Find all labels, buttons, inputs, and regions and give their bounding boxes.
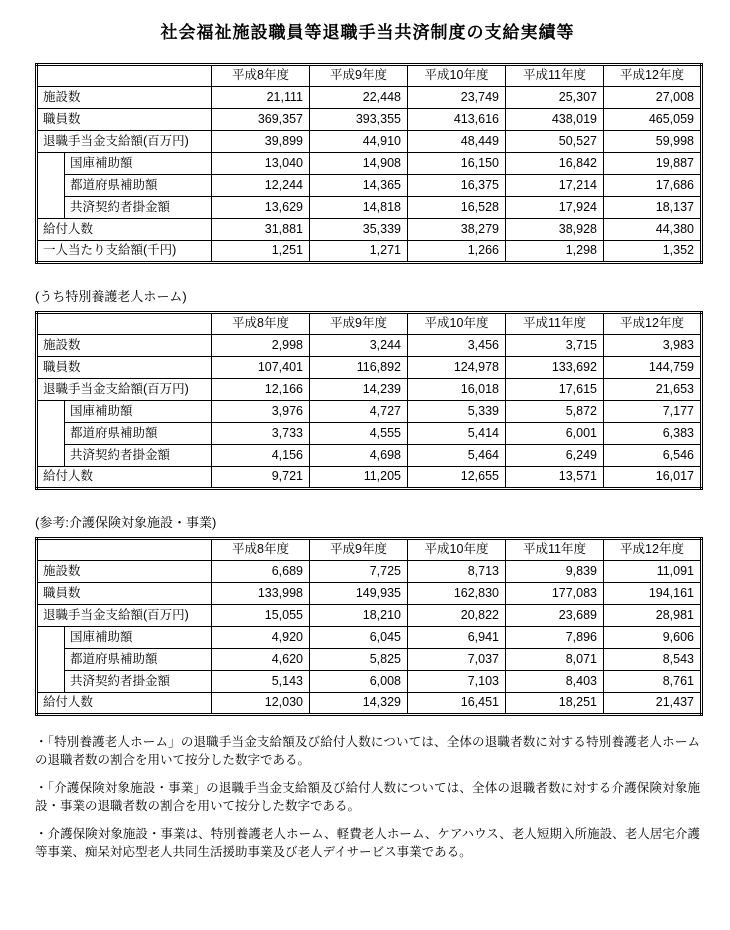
- indent-spacer: [37, 401, 65, 467]
- year-header: 平成9年度: [310, 539, 408, 561]
- subtitle-tokuyo-home: (うち特別養護老人ホーム): [35, 289, 187, 304]
- value-cell: 16,842: [506, 153, 604, 175]
- value-cell: 16,451: [408, 693, 506, 715]
- value-cell: 6,045: [310, 627, 408, 649]
- value-cell: 6,941: [408, 627, 506, 649]
- table-row: [37, 401, 702, 423]
- value-cell: 16,375: [408, 175, 506, 197]
- value-cell: 15,055: [212, 605, 310, 627]
- value-cell: 177,083: [506, 583, 604, 605]
- value-cell: 413,616: [408, 109, 506, 131]
- value-cell: 1,298: [506, 241, 604, 263]
- table-row: [37, 445, 702, 467]
- year-header: 平成10年度: [408, 313, 506, 335]
- value-cell: 3,456: [408, 335, 506, 357]
- value-cell: 3,733: [212, 423, 310, 445]
- value-cell: 6,249: [506, 445, 604, 467]
- value-cell: 16,150: [408, 153, 506, 175]
- value-cell: 2,998: [212, 335, 310, 357]
- value-cell: 4,920: [212, 627, 310, 649]
- value-cell: 162,830: [408, 583, 506, 605]
- footnote-3: ・介護保険対象施設・事業は、特別養護老人ホーム、軽費老人ホーム、ケアハウス、老人短期入所施設、老人居宅介護等事業、痴呆対応型老人共同生活援助事業及び老人デイサービス事業である。: [35, 827, 700, 859]
- value-cell: 7,177: [604, 401, 702, 423]
- value-cell: 1,271: [310, 241, 408, 263]
- corner-cell: [37, 539, 212, 561]
- table-section-kaigo-hoken: [35, 537, 700, 716]
- row-label: 退職手当金支給額(百万円): [37, 131, 212, 153]
- year-header: 平成8年度: [212, 65, 310, 87]
- value-cell: 5,464: [408, 445, 506, 467]
- value-cell: 116,892: [310, 357, 408, 379]
- value-cell: 6,008: [310, 671, 408, 693]
- table-row: [37, 605, 702, 627]
- value-cell: 17,686: [604, 175, 702, 197]
- value-cell: 4,727: [310, 401, 408, 423]
- value-cell: 6,383: [604, 423, 702, 445]
- value-cell: 1,352: [604, 241, 702, 263]
- value-cell: 14,908: [310, 153, 408, 175]
- value-cell: 21,653: [604, 379, 702, 401]
- table-row: [37, 131, 702, 153]
- value-cell: 4,698: [310, 445, 408, 467]
- value-cell: 28,981: [604, 605, 702, 627]
- footnote-1: ・「特別養護老人ホーム」の退職手当金支給額及び給付人数については、全体の退職者数に対する特別養護老人ホームの退職者数の割合を用いて按分した数字である。: [35, 735, 700, 767]
- row-label: 施設数: [37, 87, 212, 109]
- value-cell: 6,546: [604, 445, 702, 467]
- value-cell: 144,759: [604, 357, 702, 379]
- value-cell: 23,749: [408, 87, 506, 109]
- table-row: [37, 627, 702, 649]
- year-header: 平成10年度: [408, 539, 506, 561]
- table-row: [37, 335, 702, 357]
- header-row: [37, 539, 702, 561]
- value-cell: 13,040: [212, 153, 310, 175]
- table-row: [37, 219, 702, 241]
- value-cell: 16,018: [408, 379, 506, 401]
- value-cell: 19,887: [604, 153, 702, 175]
- value-cell: 5,414: [408, 423, 506, 445]
- table-row: [37, 671, 702, 693]
- value-cell: 8,761: [604, 671, 702, 693]
- row-label: 都道府県補助額: [65, 649, 212, 671]
- data-table-overall: [35, 63, 703, 264]
- row-label: 都道府県補助額: [65, 175, 212, 197]
- year-header: 平成12年度: [604, 65, 702, 87]
- row-label: 給付人数: [37, 219, 212, 241]
- value-cell: 133,692: [506, 357, 604, 379]
- table-section-overall: [35, 63, 700, 264]
- value-cell: 13,629: [212, 197, 310, 219]
- value-cell: 7,725: [310, 561, 408, 583]
- value-cell: 3,983: [604, 335, 702, 357]
- value-cell: 8,543: [604, 649, 702, 671]
- row-label: 給付人数: [37, 467, 212, 489]
- table-row: [37, 175, 702, 197]
- row-label: 一人当たり支給額(千円): [37, 241, 212, 263]
- table-row: [37, 649, 702, 671]
- value-cell: 25,307: [506, 87, 604, 109]
- row-label: 給付人数: [37, 693, 212, 715]
- value-cell: 4,620: [212, 649, 310, 671]
- subtitle-kaigo-hoken: (参考:介護保険対象施設・事業): [35, 515, 217, 530]
- value-cell: 149,935: [310, 583, 408, 605]
- value-cell: 44,380: [604, 219, 702, 241]
- row-label: 職員数: [37, 583, 212, 605]
- value-cell: 12,244: [212, 175, 310, 197]
- value-cell: 14,365: [310, 175, 408, 197]
- value-cell: 18,210: [310, 605, 408, 627]
- row-label: 職員数: [37, 357, 212, 379]
- table-row: [37, 423, 702, 445]
- year-header: 平成12年度: [604, 313, 702, 335]
- table-row: [37, 357, 702, 379]
- table-row: [37, 561, 702, 583]
- value-cell: 369,357: [212, 109, 310, 131]
- value-cell: 7,103: [408, 671, 506, 693]
- table-row: [37, 197, 702, 219]
- value-cell: 124,978: [408, 357, 506, 379]
- row-label: 都道府県補助額: [65, 423, 212, 445]
- year-header: 平成9年度: [310, 313, 408, 335]
- footnotes: [35, 734, 700, 861]
- value-cell: 11,091: [604, 561, 702, 583]
- value-cell: 465,059: [604, 109, 702, 131]
- data-table-kaigo-hoken: [35, 537, 703, 716]
- value-cell: 21,437: [604, 693, 702, 715]
- year-header: 平成12年度: [604, 539, 702, 561]
- value-cell: 9,839: [506, 561, 604, 583]
- value-cell: 27,008: [604, 87, 702, 109]
- value-cell: 194,161: [604, 583, 702, 605]
- year-header: 平成11年度: [506, 539, 604, 561]
- value-cell: 9,606: [604, 627, 702, 649]
- value-cell: 8,403: [506, 671, 604, 693]
- value-cell: 393,355: [310, 109, 408, 131]
- value-cell: 17,615: [506, 379, 604, 401]
- value-cell: 18,137: [604, 197, 702, 219]
- value-cell: 6,001: [506, 423, 604, 445]
- value-cell: 12,030: [212, 693, 310, 715]
- value-cell: 9,721: [212, 467, 310, 489]
- table-row: [37, 87, 702, 109]
- value-cell: 21,111: [212, 87, 310, 109]
- value-cell: 22,448: [310, 87, 408, 109]
- table-row: [37, 583, 702, 605]
- year-header: 平成11年度: [506, 313, 604, 335]
- value-cell: 38,928: [506, 219, 604, 241]
- value-cell: 5,143: [212, 671, 310, 693]
- page-title: 社会福祉施設職員等退職手当共済制度の支給実績等: [160, 23, 575, 42]
- value-cell: 5,825: [310, 649, 408, 671]
- row-label: 国庫補助額: [65, 627, 212, 649]
- value-cell: 7,037: [408, 649, 506, 671]
- header-row: [37, 313, 702, 335]
- header-row: [37, 65, 702, 87]
- footnote-2: ・「介護保険対象施設・事業」の退職手当金支給額及び給付人数については、全体の退職者数に対する介護保険対象施設・事業の退職者数の割合を用いて按分した数字である。: [35, 781, 700, 813]
- value-cell: 8,713: [408, 561, 506, 583]
- row-label: 職員数: [37, 109, 212, 131]
- value-cell: 438,019: [506, 109, 604, 131]
- table-row: [37, 153, 702, 175]
- value-cell: 17,924: [506, 197, 604, 219]
- value-cell: 133,998: [212, 583, 310, 605]
- value-cell: 3,715: [506, 335, 604, 357]
- value-cell: 20,822: [408, 605, 506, 627]
- row-label: 共済契約者掛金額: [65, 197, 212, 219]
- row-label: 退職手当金支給額(百万円): [37, 605, 212, 627]
- value-cell: 1,266: [408, 241, 506, 263]
- value-cell: 50,527: [506, 131, 604, 153]
- value-cell: 14,818: [310, 197, 408, 219]
- indent-spacer: [37, 153, 65, 219]
- corner-cell: [37, 65, 212, 87]
- value-cell: 11,205: [310, 467, 408, 489]
- row-label: 国庫補助額: [65, 153, 212, 175]
- value-cell: 4,156: [212, 445, 310, 467]
- corner-cell: [37, 313, 212, 335]
- table-section-tokuyo-home: [35, 311, 700, 490]
- value-cell: 35,339: [310, 219, 408, 241]
- row-label: 共済契約者掛金額: [65, 671, 212, 693]
- value-cell: 107,401: [212, 357, 310, 379]
- value-cell: 23,689: [506, 605, 604, 627]
- row-label: 国庫補助額: [65, 401, 212, 423]
- value-cell: 17,214: [506, 175, 604, 197]
- year-header: 平成11年度: [506, 65, 604, 87]
- value-cell: 7,896: [506, 627, 604, 649]
- value-cell: 5,339: [408, 401, 506, 423]
- value-cell: 3,244: [310, 335, 408, 357]
- value-cell: 5,872: [506, 401, 604, 423]
- row-label: 退職手当金支給額(百万円): [37, 379, 212, 401]
- year-header: 平成9年度: [310, 65, 408, 87]
- table-row: [37, 241, 702, 263]
- value-cell: 13,571: [506, 467, 604, 489]
- row-label: 施設数: [37, 561, 212, 583]
- value-cell: 38,279: [408, 219, 506, 241]
- value-cell: 59,998: [604, 131, 702, 153]
- value-cell: 14,329: [310, 693, 408, 715]
- value-cell: 18,251: [506, 693, 604, 715]
- year-header: 平成8年度: [212, 539, 310, 561]
- row-label: 共済契約者掛金額: [65, 445, 212, 467]
- table-row: [37, 379, 702, 401]
- data-table-tokuyo-home: [35, 311, 703, 490]
- value-cell: 44,910: [310, 131, 408, 153]
- table-row: [37, 467, 702, 489]
- value-cell: 12,655: [408, 467, 506, 489]
- row-label: 施設数: [37, 335, 212, 357]
- value-cell: 12,166: [212, 379, 310, 401]
- value-cell: 14,239: [310, 379, 408, 401]
- value-cell: 4,555: [310, 423, 408, 445]
- value-cell: 8,071: [506, 649, 604, 671]
- value-cell: 6,689: [212, 561, 310, 583]
- value-cell: 16,528: [408, 197, 506, 219]
- year-header: 平成10年度: [408, 65, 506, 87]
- table-row: [37, 693, 702, 715]
- value-cell: 39,899: [212, 131, 310, 153]
- value-cell: 3,976: [212, 401, 310, 423]
- year-header: 平成8年度: [212, 313, 310, 335]
- value-cell: 16,017: [604, 467, 702, 489]
- value-cell: 31,881: [212, 219, 310, 241]
- indent-spacer: [37, 627, 65, 693]
- value-cell: 1,251: [212, 241, 310, 263]
- value-cell: 48,449: [408, 131, 506, 153]
- table-row: [37, 109, 702, 131]
